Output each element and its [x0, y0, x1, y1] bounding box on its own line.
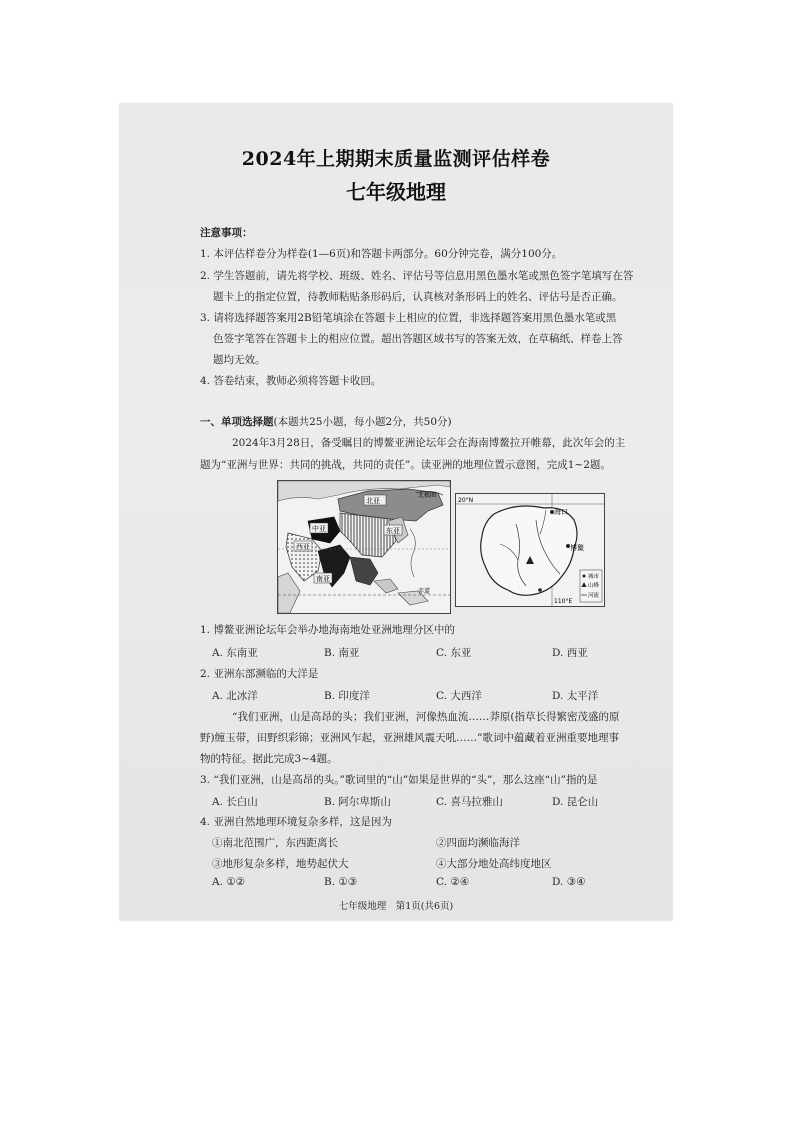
exam-subtitle: 七年级地理 — [346, 180, 446, 204]
question-1-stem: 1. 博鳌亚洲论坛年会举办地海南地处亚洲地理分区中的 — [200, 624, 455, 636]
note-line: 2. 学生答题前，请先将学校、班级、姓名、评估号等信息用黑色墨水笔或黑色签字笔填写在答 — [200, 270, 634, 282]
q4-option-a: A. ①② — [212, 876, 246, 888]
passage-line: 野)缠玉带，田野织彩锦；亚洲风乍起，亚洲雄风震天吼……”歌词中蕴藏着亚洲重要地理事 — [200, 732, 619, 744]
q2-option-c: C. 大西洋 — [436, 690, 482, 702]
note-line: 题均无效。 — [213, 354, 266, 366]
hainan-map-svg — [456, 494, 604, 606]
asia-location-map — [277, 480, 451, 614]
notes-heading: 注意事项： — [200, 227, 253, 239]
note-line: 3. 请将选择题答案用2B铅笔填涂在答题卡上相应的位置，非选择题答案用黑色墨水笔或黑 — [200, 312, 617, 324]
passage-line: “我们亚洲，山是高昂的头；我们亚洲，河像热血流……莽原(指草长得繁密茂盛的原 — [232, 711, 620, 723]
label-west-asia: 西亚 — [296, 543, 310, 551]
section-desc: (本题共25小题，每小题2分，共50分) — [273, 416, 452, 428]
q3-option-a: A. 长白山 — [212, 796, 258, 808]
label-110e: 110°E — [554, 598, 573, 605]
question-3-stem: 3. “我们亚洲，山是高昂的头。”歌词里的“山”如果是世界的“头”，那么这座“山”指的是 — [200, 774, 598, 786]
q4-item-1: ①南北范围广，东西距离长 — [212, 837, 338, 849]
asia-map-svg — [278, 481, 450, 613]
q1-option-b: B. 南亚 — [324, 647, 360, 659]
q4-option-d: D. ③④ — [552, 876, 586, 888]
label-north-asia: 北亚 — [366, 497, 380, 505]
q1-option-d: D. 西亚 — [552, 647, 588, 659]
section-heading — [200, 415, 452, 429]
q4-option-b: B. ①③ — [324, 876, 358, 888]
passage-line: 物的特征。据此完成3~4题。 — [200, 753, 338, 765]
label-central-asia: 中亚 — [312, 525, 326, 533]
intro-line: 题为“亚洲与世界：共同的挑战，共同的责任”。读亚洲的地理位置示意图，完成1~2题。 — [200, 459, 611, 471]
label-south-asia: 南亚 — [316, 575, 330, 583]
question-2-stem: 2. 亚洲东部濒临的大洋是 — [200, 668, 319, 680]
q2-option-a: A. 北冰洋 — [212, 690, 258, 702]
note-line: 1. 本评估样卷分为样卷(1—6页)和答题卡两部分。60分钟完卷，满分100分。 — [200, 248, 563, 260]
legend-river: 河流 — [588, 593, 600, 599]
intro-line: 2024年3月28日，备受瞩目的博鳌亚洲论坛年会在海南博鳌拉开帷幕，此次年会的主 — [232, 437, 626, 449]
exam-title: 2024年上期期末质量监测评估样卷 — [241, 148, 551, 170]
legend-city: 城市 — [588, 574, 600, 580]
q3-option-d: D. 昆仑山 — [552, 796, 599, 808]
label-arctic-circle: 北极圈 — [418, 492, 437, 499]
q3-option-c: C. 喜马拉雅山 — [436, 796, 503, 808]
q1-option-c: C. 东亚 — [436, 647, 472, 659]
label-equator: 赤道 — [418, 588, 431, 595]
label-haikou: 海口 — [554, 508, 568, 516]
label-east-asia: 东亚 — [386, 527, 400, 535]
q4-item-4: ④大部分地处高纬度地区 — [436, 858, 552, 870]
q2-option-d: D. 太平洋 — [552, 690, 599, 702]
exam-paper — [120, 104, 672, 920]
page-footer: 七年级地理 第1页(共6页) — [338, 901, 454, 912]
q3-option-b: B. 阿尔卑斯山 — [324, 796, 391, 808]
note-line: 4. 答卷结束，教师必须将答题卡收回。 — [200, 375, 382, 387]
label-20n: 20°N — [458, 497, 474, 504]
legend-peak: 山峰 — [588, 583, 600, 589]
note-line: 色签字笔答在答题卡上的相应位置。超出答题区域书写的答案无效，在草稿纸、样卷上答 — [213, 333, 623, 345]
q2-option-b: B. 印度洋 — [324, 690, 370, 702]
q4-option-c: C. ②④ — [436, 876, 470, 888]
label-boao: 博鳌 — [570, 544, 584, 552]
q4-item-2: ②四面均濒临海洋 — [436, 837, 520, 849]
note-line: 题卡上的指定位置，待教师粘贴条形码后，认真核对条形码上的姓名、评估号是否正确。 — [213, 291, 623, 303]
hainan-map — [455, 493, 605, 607]
q4-item-3: ③地形复杂多样，地势起伏大 — [212, 858, 349, 870]
q1-option-a: A. 东南亚 — [212, 647, 258, 659]
section-title: 一、单项选择题 — [200, 416, 274, 428]
question-4-stem: 4. 亚洲自然地理环境复杂多样，这是因为 — [200, 816, 392, 828]
